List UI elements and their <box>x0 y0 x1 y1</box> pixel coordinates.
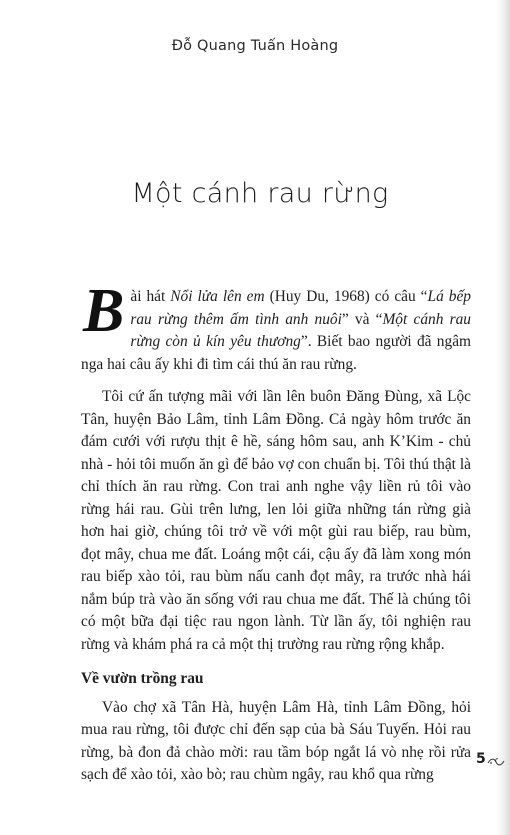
quote-2: Một cánh rau rừng còn ủ kín yêu thương <box>130 310 471 350</box>
intro-paragraph <box>81 277 472 376</box>
intro-text-3: ” và “ <box>341 310 383 328</box>
chapter-title: Một cánh rau rừng <box>131 178 389 209</box>
page-edge-shadow <box>496 0 510 835</box>
body-paragraph: Tôi cứ ấn tượng mãi với lần lên buôn Đăng Đùng, xã Lộc Tân, huyện Bảo Lâm, tỉnh Lâm Đồng. Cả ngày hôm trước ăn đám cưới với rượu thịt ê hề, sáng hôm sau, anh K’Kim - chủ nhà - hỏi tôi muốn ăn gì để bảo vợ con chuẩn bị. Tôi thú thật là chỉ thích ăn rau rừng. Con trai anh nghe vậy liền rủ tôi vào rừng hái rau. Gùi trên lưng, len lỏi giữa những tán rừng già hơn hai giờ, chúng tôi trở về với một gùi rau biếp, rau bùm, đọt mây, chua me đất. Loáng một cái, cậu ấy đã làm xong món rau biếp xào tỏi, rau bùm nấu canh đọt mây, ra trước nhà hái nắm búp trà vào ăn sống với rau chua me đất. Thế là chúng tôi có một bữa đại tiệc rau ngon lành. Từ lần ấy, tôi nghiện rau rừng và khám phá ra cả một thị trường rau rừng rộng khắp. <box>81 388 471 653</box>
leaf-ornament-icon <box>487 754 505 772</box>
song-title: Nổi lửa lên em <box>170 288 265 305</box>
drop-cap: B <box>83 277 125 345</box>
intro-text-2: (Huy Du, 1968) có câu “ <box>264 288 428 305</box>
intro-text-1: ài hát <box>130 288 171 305</box>
page-number: 5 <box>476 751 486 767</box>
intro-text-4: ”. Biết bao người đã ngâm nga hai câu ấy khi đi tìm cái thú ăn rau rừng. <box>81 333 472 373</box>
quote-1: Lá bếp rau rừng thêm ấm tình anh nuôi <box>130 288 471 328</box>
body-text <box>81 277 472 787</box>
section-paragraph: Vào chợ xã Tân Hà, huyện Lâm Hà, tỉnh Lâm Đồng, hỏi mua rau rừng, tôi được chỉ đến sạp của bà Sáu Tuyến. Hỏi rau rừng, bà đon đả chào mời: rau tầm bóp ngắt lá vò nhẹ rồi rửa sạch để xào tỏi, xào bò; rau chùm ngây, rau khổ qua rừng <box>81 698 471 783</box>
section-heading: Về vườn trồng rau <box>81 670 204 687</box>
running-head: Đỗ Quang Tuấn Hoàng <box>171 38 339 54</box>
